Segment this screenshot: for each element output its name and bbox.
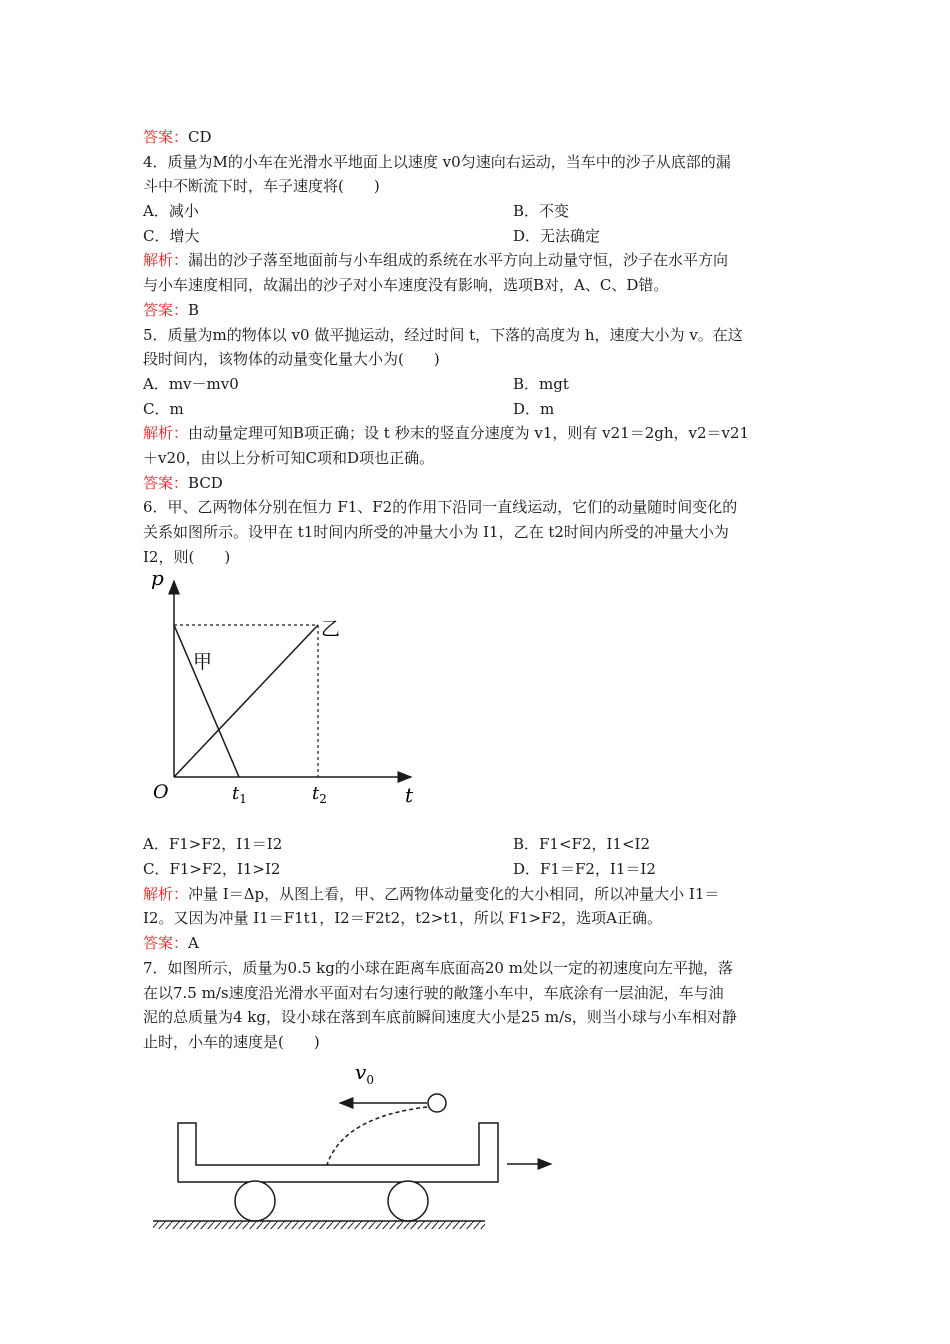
q7-stem-line-1: 7．如图所示，质量为0.5 kg的小球在距离车底面高20 m处以一定的初速度向左平抛，落	[143, 958, 733, 977]
answer-label: 答案：	[143, 300, 189, 319]
analysis-label: 解析：	[143, 884, 189, 903]
ground-hatch	[153, 1221, 485, 1229]
t2-label: $t_2$	[312, 783, 327, 807]
q7-figure-area	[143, 1055, 813, 1219]
wheel-right	[388, 1181, 428, 1221]
answer-label: 答案：	[143, 128, 189, 146]
q4-options-row-1	[143, 199, 813, 224]
q6-options-row-1	[143, 832, 813, 857]
jia-label: 甲	[193, 651, 213, 674]
q6-stem-line-1: 6．甲、乙两物体分别在恒力 F1、F2的作用下沿同一直线运动，它们的动量随时间变化的	[143, 498, 738, 517]
q4-answer	[143, 298, 813, 323]
answer-label: 答案：	[143, 473, 189, 492]
q4-stem-line-1: 4．质量为M的小车在光滑水平地面上以速度 v0匀速向右运动，当车中的沙子从底部的漏	[143, 152, 731, 171]
yi-line	[174, 625, 318, 777]
q5-options-row-1	[143, 372, 813, 397]
q4-stem-line-2: 斗中不断流下时，车子速度将( )	[143, 177, 380, 196]
answer-value: CD	[188, 128, 212, 146]
cart-diagram	[143, 1055, 563, 1215]
q5-answer	[143, 471, 813, 496]
q5-option-b: B．mgt	[513, 374, 569, 393]
q4-analysis-line-2: 与小车速度相同，故漏出的沙子对小车速度没有影响，选项B对，A、C、D错。	[143, 276, 669, 295]
origin-label: O	[153, 781, 169, 804]
q6-figure-area	[143, 566, 813, 832]
q6-option-b: B．F1<F2，I1<I2	[513, 835, 650, 854]
q4-option-b: B．不变	[513, 202, 570, 221]
q5-stem-line-1: 5．质量为m的物体以 v0 做平抛运动，经过时间 t，下落的高度为 h，速度大小为 v。在这	[143, 325, 743, 344]
answer-value: BCD	[188, 473, 223, 492]
q5-options-row-2	[143, 397, 813, 422]
q4-option-a: A．减小	[143, 202, 199, 221]
q7-stem-line-2: 在以7.5 m/s速度沿光滑水平面对右匀速行驶的敞篷小车中，车底涂有一层油泥，车与油	[143, 983, 724, 1002]
q6-stem-line-3: I2，则( )	[143, 547, 231, 566]
t1-label: $t_1$	[232, 783, 247, 807]
q6-option-a: A．F1>F2，I1＝I2	[143, 835, 283, 854]
analysis-text: 漏出的沙子落至地面前与小车组成的系统在水平方向上动量守恒，沙子在水平方向	[188, 251, 729, 270]
q4-analysis-line-1	[143, 248, 813, 273]
q7-stem-line-3: 泥的总质量为4 kg，设小球在落到车底前瞬间速度大小是25 m/s，则当小球与小车相对静	[143, 1008, 737, 1027]
q5-option-d: D．m	[513, 399, 555, 418]
q4-option-d: D．无法确定	[513, 226, 601, 245]
analysis-label: 解析：	[143, 251, 189, 270]
analysis-label: 解析：	[143, 424, 189, 443]
x-axis-label: t	[405, 783, 414, 808]
answer-value: A	[188, 934, 199, 953]
cart-body	[178, 1123, 498, 1182]
analysis-text: 由动量定理可知B项正确；设 t 秒末的竖直分速度为 v1，则有 v21＝2gh，v2＝v21	[188, 424, 750, 443]
ball	[428, 1094, 446, 1112]
q6-stem-line-2: 关系如图所示。设甲在 t1时间内所受的冲量大小为 I1，乙在 t2时间内所受的冲量大小为	[143, 523, 729, 541]
q6-option-c: C．F1>F2，I1>I2	[143, 860, 281, 879]
q6-analysis-line-2: I2。又因为冲量 I1＝F1t1，I2＝F2t2，t2>t1，所以 F1>F2，选项A正确。	[143, 909, 663, 928]
q6-option-d: D．F1＝F2，I1＝I2	[513, 860, 656, 879]
trajectory	[327, 1107, 427, 1165]
q5-analysis-line-2: ＋v20，由以上分析可知C项和D项也正确。	[143, 448, 435, 467]
q5-option-c: C．m	[143, 399, 184, 418]
q3-answer	[143, 125, 813, 150]
analysis-text: 冲量 I＝Δp，从图上看，甲、乙两物体动量变化的大小相同，所以冲量大小 I1＝	[188, 884, 720, 903]
q5-option-a: A．mv－mv0	[143, 374, 239, 393]
q6-analysis-line-1	[143, 882, 813, 907]
q5-stem-line-2: 段时间内，该物体的动量变化量大小为( )	[143, 350, 440, 369]
q6-answer	[143, 931, 813, 956]
answer-value: B	[188, 300, 200, 319]
velocity-label: $v_0$	[355, 1059, 374, 1087]
jia-line	[174, 625, 239, 777]
wheel-left	[235, 1181, 275, 1221]
yi-label: 乙	[321, 618, 341, 641]
y-axis-label: p	[151, 566, 164, 591]
q6-options-row-2	[143, 857, 813, 882]
document-page	[143, 125, 813, 1219]
momentum-time-graph	[143, 566, 443, 832]
q4-options-row-2	[143, 224, 813, 249]
q5-analysis-line-1	[143, 421, 813, 446]
q4-option-c: C．增大	[143, 226, 200, 245]
answer-label: 答案：	[143, 934, 189, 953]
q7-stem-line-4: 止时，小车的速度是( )	[143, 1032, 320, 1051]
